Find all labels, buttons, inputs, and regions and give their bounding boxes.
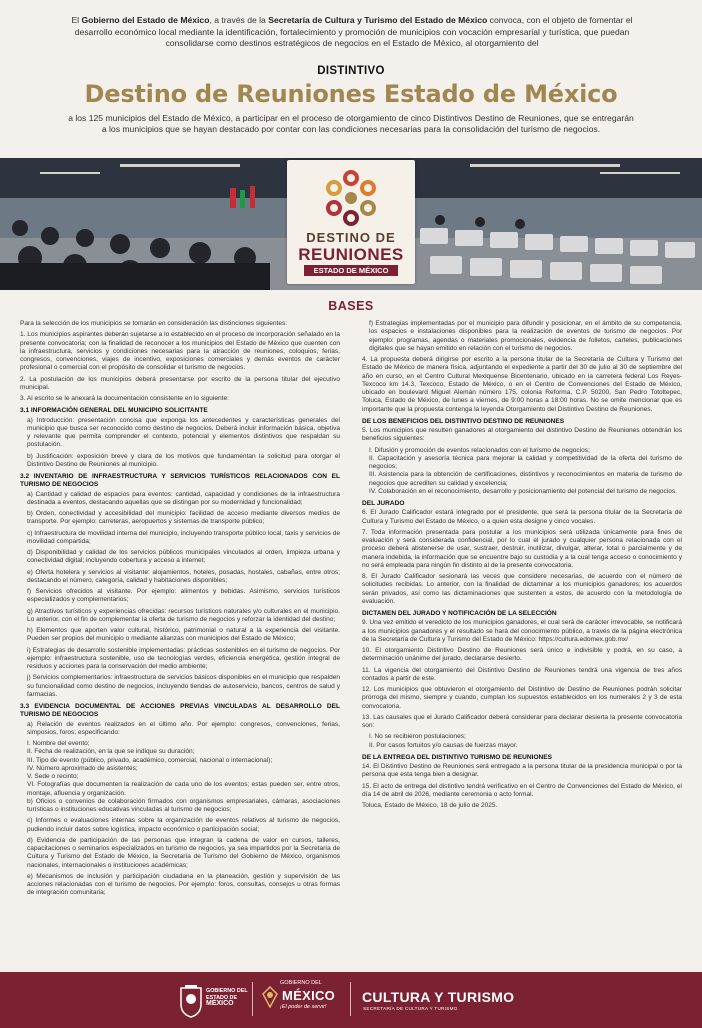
bases-left-column [20, 320, 340, 901]
sub-item: III. Tipo de evento (público, privado, académico, comercial, nacional o internacional); [27, 756, 273, 764]
distintivo-label: DISTINTIVO [317, 65, 385, 77]
intro-secretaria: Secretaría de Cultura y Turismo del Estado de México [268, 15, 488, 25]
paragraph: 3. Al escrito se le anexará la documentación consistente en lo siguiente: [20, 395, 229, 402]
sub-item: I. No se recibieron postulaciones; [369, 733, 466, 741]
logo-line-estado: ESTADO DE MÉXICO [304, 265, 398, 276]
clause-item: g) Atractivos turísticos y experiencias ofrecidas: recursos turísticos naturales y/o culturales en el municipio. Lo anterior, con el fin de complementar la oferta de turismo de negocios y reforzar la identidad del destino; [27, 607, 340, 623]
paragraph: 14. El Distintivo Destino de Reuniones será entregado a la persona titular de la presidencia municipal o por la persona que esta tenga bien a designar. [362, 763, 682, 779]
paragraph: Toluca, Estado de México, 18 de julio de 2025. [362, 802, 498, 809]
paragraph: 15. El acto de entrega del distintivo tendrá verificativo en el Centro de Convenciones del Estado de México, el día 14 de abril de 2026, mediante ceremonia o acto formal. [362, 782, 682, 798]
section-heading: DE LA ENTREGA DEL DISTINTIVO TURISMO DE REUNIONES [362, 753, 552, 761]
main-title: Destino de Reuniones Estado de México [84, 80, 618, 108]
paragraph: 8. El Jurado Calificador sesionará las veces que considere necesarias, de acuerdo con el número de solicitudes recibidas. Lo anterior, con la finalidad de dictaminar a los municipios ganadores; los acuerdos serán privados, así como las dictaminaciones que sustenten a estos, de acuerdo con la metodología de evaluación. [362, 573, 682, 605]
clause-item: b) Justificación: exposición breve y clara de los motivos que fundamentan la solicitud para otorgar el Distintivo Destino de Reuniones al municipio. [27, 452, 340, 468]
intro-org: Gobierno del Estado de México [81, 15, 210, 25]
sub-item: II. Por casos fortuitos y/o causas de fuerzas mayor. [369, 741, 518, 749]
clause-item: d) Disponibilidad y calidad de los servicios públicos municipales vinculados al orden, limpieza urbana y conectividad digital; incluyendo cobertura y acceso a internet; [27, 549, 340, 565]
section-heading: DEL JURADO [362, 500, 405, 507]
intro-paragraph [52, 15, 652, 50]
paragraph: 1. Los municipios aspirantes deberán sujetarse a lo establecido en el proceso de incorporación señalado en la presente convocatoria; con la finalidad de reconocer a los municipios del Estado de México que cuenten con la infraestructura, servicios y condiciones necesarias para la atracción de reuniones, coloquios, ferias, congresos, convenciones, viajes de incentivo, exposiciones comerciales y demás eventos de carácter profesional o comercial con el propósito de consolidar el turismo de negocios. [20, 331, 340, 372]
section-heading: 3.2 INVENTARIO DE INFRAESTRUCTURA Y SERVICIOS TURÍSTICOS RELACIONADOS CON EL TURISMO DE NEGOCIOS [20, 473, 340, 489]
paragraph: 7. Toda información presentada para postular a los municipios será utilizada únicamente para fines de evaluación y será considerada confidencial, por lo cual el jurado y cualquier persona relacionada con el proceso deberá abstenerse de usar, sustraer, destruir, inutilizar, divulgar, alterar, total o parcialmente y de manera indebida, la información que se encuentre bajo su custodia y a la cual tenga acceso o conocimiento y no será empleada para ningún fin distinto al de la presente convocatoria. [362, 528, 682, 569]
paragraph: 2. La postulación de los municipios deberá presentarse por escrito de la persona titular del ejecutivo municipal. [20, 375, 340, 391]
section-heading: 3.3 EVIDENCIA DOCUMENTAL DE ACCIONES PREVIAS VINCULADAS AL DESARROLLO DEL TURISMO DE NEGOCIOS [20, 703, 340, 719]
paragraph: Para la selección de los municipios se tomarán en consideración las distinciones siguientes: [20, 320, 288, 327]
paragraph: 11. La vigencia del otorgamiento del Distintivo Destino de Reuniones tendrá una vigencia de tres años contados a partir de este. [362, 666, 682, 682]
mx-slogan: ¡El poder de servir! [280, 1004, 327, 1010]
clause-item: d) Evidencia de participación de las personas que integran la cadena de valor en cursos, talleres, capacitaciones o seminarios especializados en turismo de negocios, ya sea impartidos por la Secretaría de Cultura y Turismo del Estado de México, la Secretaría de Turismo del Gobierno de México, organismos nacionales, internacionales o instituciones académicas; [27, 836, 340, 869]
sub-item: IV. Número aproximado de asistentes; [27, 764, 138, 772]
subtitle: a los 125 municipios del Estado de México, a participar en el proceso de otorgamiento de cinco Distintivos Destino de Reuniones, que se entregarán a los municipios que se hayan destacado por contar con las condiciones necesarias para la consolidación del turismo de negocios. [68, 113, 634, 135]
clause-item: b) Oficios o convenios de colaboración firmados con organismos empresariales, cámaras, asociaciones turísticas o instituciones educativas vinculadas al turismo de negocios; [27, 797, 340, 813]
sub-item: IV. Colaboración en el reconocimiento, desarrollo y posicionamiento del potencial del turismo de negocios. [369, 487, 678, 495]
paragraph: 9. Una vez emitido el veredicto de los municipios ganadores, el cual será de carácter irrevocable, se notificará a los municipios ganadores y el resultado se hará del conocimiento público, a través de la página electrónica de la Secretaría de Cultura y Turismo del Estado de México: https://cultura.edomex.gob.mx/ [362, 619, 682, 643]
clause-item: a) Introducción: presentación concisa que exponga los antecedentes y características generales del municipio que busca ser reconocido como destino de negocios. Deberá incluir información básica, objetiva y relevante que permita comprender el contexto, potencial y elementos distintivos que respaldan su postulación. [27, 416, 340, 449]
logo-line-reuniones: REUNIONES [298, 245, 404, 264]
paragraph: 4. La propuesta deberá dirigirse por escrito a la persona titular de la Secretaría de Cultura y Turismo del Estado de México de manera física, adjuntando el expediente a partir del 30 de julio al 30 de septiembre del año en curso, en el Centro Cultural Mexiquense Bicentenario, ubicado en la carretera federal Los Reyes-Texcoco km 14.3, Texcoco, Estado de México, o en el Centro de Convenciones del Estado de México, ubicado en boulevard Miguel Alemán número 175, colonia Reforma, C.P. 50200, San Pedro Totoltepec, Toluca, Estado de México, de lunes a viernes, de 9:00 horas a 18:00 horas. No se omite mencionar que es importante que la propuesta contenga la leyenda Otorgamiento del Distintivo Destino de Reuniones. [362, 356, 682, 413]
logo-emblem-icon [287, 160, 415, 230]
bases-title: BASES [328, 299, 374, 313]
paragraph: 12. Los municipios que obtuvieron el otorgamiento del Distintivo de Destino de Reuniones podrán solicitar prórroga del mismo, siempre y cuando, cumplan los supuestos establecidos en los numerales 2 y 3 de esta convocatoria. [362, 686, 682, 710]
clause-item: a) Cantidad y calidad de espacios para eventos: cantidad, capacidad y condiciones de la infraestructura destinada a eventos, destacando aquellas que se distingan por su modernidad y funcionalidad; [27, 490, 340, 506]
sub-item: VI. Fotografías que documenten la realización de cada uno de los eventos; estas pueden ser, entre otros, montaje, afluencia y organización. [27, 781, 340, 797]
clause-item: e) Mecanismos de inclusión y participación ciudadana en la planeación, gestión y supervisión de las acciones relacionadas con el turismo de negocios. Por ejemplo: foros, consultas, consejos u otras formas de integración comunitaria; [27, 872, 340, 897]
logo-line-destino: DESTINO DE [306, 230, 396, 245]
intro-text: convoca, con el objeto de fomentar el desarrollo económico local mediante la identificación, fortalecimiento y promoción de municipios con vocación empresarial y turística, que puedan consolidarse como destinos estratégicos de negocios en el Estado de México, al otorgamiento del [74, 15, 633, 49]
paragraph: 6. El Jurado Calificador estará integrado por el presidente, que será la persona titular de la Secretaría de Cultura y Turismo del Estado de México, o a quien esta designe y cinco vocales. [362, 509, 682, 525]
footer-divider [350, 982, 351, 1016]
gobierno-line: MÉXICO [206, 1000, 234, 1008]
sub-item: II. Capacitación y asesoría técnica para mejorar la calidad y competitividad de la oferta del turismo de negocios; [369, 454, 682, 470]
clause-item: b) Orden, conectividad y accesibilidad del municipio: facilidad de acceso mediante diversos medios de transporte. Por ejemplo: carreteras, aeropuertos y sistemas de transporte público; [27, 510, 340, 526]
section-heading: DE LOS BENEFICIOS DEL DISTINTIVO DESTINO DE REUNIONES [362, 417, 565, 425]
clause-item: f) Estrategias implementadas por el municipio para difundir y posicionar, en el ámbito de su competencia, los espacios e instalaciones disponibles para la realización de eventos de turismo de negocios. Por ejemplo: programas, agendas o materiales promocionales, evidencia de folletos, carteles, publicaciones digitales que se hayan emitido en relación con el turismo de negocios. [369, 320, 682, 352]
bases-right-column [362, 320, 682, 813]
clause-item: e) Oferta hotelera y servicios al visitante: alojamientos, hoteles, posadas, hostales, cabañas, entre otros; destacando el número, categoría, calidad y habitaciones disponibles; [27, 568, 340, 584]
state-coat-of-arms-icon [178, 984, 204, 1018]
clause-item: i) Estrategias de desarrollo sostenible implementadas: prácticas sostenibles en el turismo de negocios. Por ejemplo: infraestructura sostenible, uso de tecnologías verdes, eficiencia energética, gestión integral de residuos y acciones para la conservación del medio ambiente; [27, 646, 340, 670]
sub-item: II. Fecha de realización, en la que se indique su duración; [27, 748, 195, 756]
paragraph: 10. El otorgamiento Distintivo Destino de Reuniones será único e indivisible y podrá, en su caso, a determinación unánime del jurado, declararse desierto. [362, 647, 682, 663]
paragraph: 13. Las causales que el Jurado Calificador deberá considerar para declarar desierta la presente convocatoria son: [362, 713, 682, 729]
paragraph: 5. Los municipios que resulten ganadores al otorgamiento del distintivo Destino de Reuniones obtendrán los beneficios siguientes: [362, 427, 682, 443]
clause-item: a) Relación de eventos realizados en el último año. Por ejemplo: congresos, convenciones, ferias, simposios, foros; especificando: [27, 720, 340, 736]
header [0, 0, 702, 158]
gobierno-line: GOBIERNO DEL [206, 988, 248, 994]
cultura-turismo-subtitle: SECRETARÍA DE CULTURA Y TURISMO [363, 1006, 458, 1011]
mexico-emblem-icon [262, 986, 278, 1008]
clause-item: c) Infraestructura de movilidad interna del municipio, incluyendo transporte público local, taxis y servicios de movilidad compartida; [27, 529, 340, 545]
sub-item: V. Sede o recinto; [27, 773, 79, 780]
footer-divider [252, 982, 253, 1016]
sub-item: III. Asistencia para la obtención de certificaciones, distintivos y reconocimientos en materia de turismo de negocios que acrediten su calidad y excelencia; [369, 471, 682, 487]
clause-item: c) Informes o evaluaciones internas sobre la organización de eventos relativos al turismo de negocios, pudiendo incluir datos sobre logística, impacto económico o participación social; [27, 817, 340, 833]
destino-reuniones-logo [287, 160, 415, 284]
sub-item: I. Difusión y promoción de eventos relacionados con el turismo de negocios; [369, 446, 590, 454]
mx-main-text: MÉXICO [282, 988, 336, 1003]
section-heading: DICTAMEN DEL JURADO Y NOTIFICACIÓN DE LA SELECCIÓN [362, 610, 557, 617]
cultura-turismo-title: CULTURA Y TURISMO [362, 989, 515, 1005]
section-heading: 3.1 INFORMACIÓN GENERAL DEL MUNICIPIO SOLICITANTE [20, 407, 208, 415]
footer-bar [0, 972, 702, 1028]
clause-item: f) Servicios ofrecidos al visitante. Por ejemplo: alimentos y bebidas. Asimismo, servicios turísticos especializados y complementarios; [27, 588, 340, 604]
intro-text: El [71, 15, 82, 25]
intro-text: , a través de la [209, 15, 269, 25]
gobierno-mexico-logo [262, 980, 344, 1020]
mx-top-text: GOBIERNO DEL [280, 980, 322, 986]
gobierno-line: ESTADO DE [206, 994, 238, 1001]
clause-item: j) Servicios complementarios: infraestructura de servicios básicos disponibles en el municipio que respalden su funcionalidad como destino de negocios, incluyendo tiendas de autoservicio, bancos, centros de salud y farmacias. [27, 674, 340, 698]
sub-item: I. Nombre del evento; [27, 740, 90, 747]
clause-item: h) Elementos que aporten valor cultural, histórico, patrimonial o natural a la experiencia del visitante. Pueden ser propios del municipio o mediante alianzas con municipios del Estado de México; [27, 627, 340, 643]
